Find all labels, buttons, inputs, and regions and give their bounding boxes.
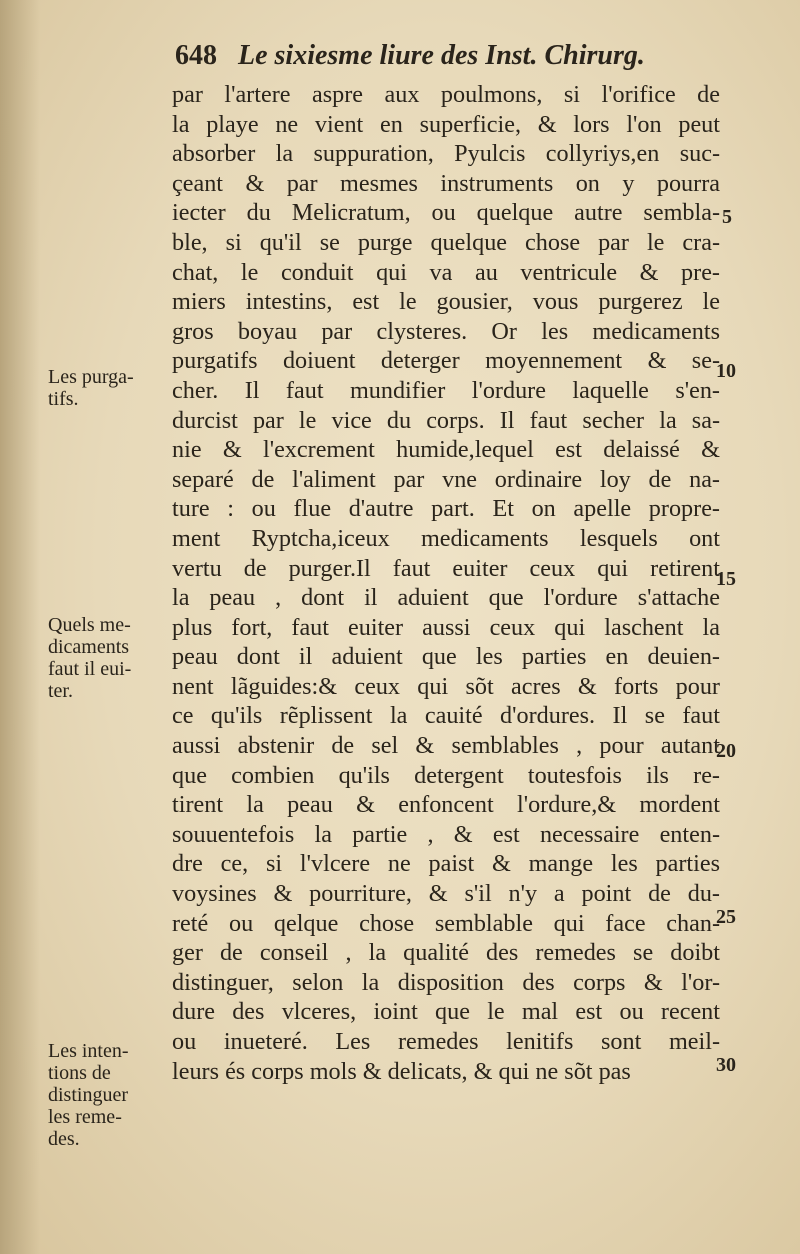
text-line: ce qu'ils rẽplissent la cauité d'ordures. Il se faut bbox=[172, 702, 720, 730]
line-number: 20 bbox=[716, 740, 736, 762]
text-line: voysines & pourriture, & s'il n'y a point de du- bbox=[172, 880, 720, 908]
margin-note-line: ter. bbox=[48, 680, 73, 702]
text-line: aussi abstenir de sel & semblables , pour autant bbox=[172, 732, 720, 760]
text-line: absorber la suppuration, Pyulcis collyriys,en suc- bbox=[172, 140, 720, 168]
text-line: par l'artere aspre aux poulmons, si l'orifice de bbox=[172, 81, 720, 108]
margin-note-line: faut il eui- bbox=[48, 658, 132, 680]
text-line: purgatifs doiuent deterger moyennement & se- bbox=[172, 347, 720, 375]
text-line: ment Ryptcha,iceux medicaments lesquels ont bbox=[172, 524, 720, 552]
body-text bbox=[172, 80, 720, 1086]
margin-note-line: distinguer bbox=[48, 1084, 128, 1106]
text-line: dure des vlceres, ioint que le mal est ou recent bbox=[172, 998, 720, 1026]
text-line: miers intestins, est le gousier, vous purgerez le bbox=[172, 288, 720, 316]
text-line: gros boyau par clysteres. Or les medicaments bbox=[172, 317, 720, 345]
margin-note-euiter bbox=[48, 614, 166, 702]
text-line: vertu de purger.Il faut euiter ceux qui retirent bbox=[172, 554, 720, 582]
margin-note-line: dicaments bbox=[48, 636, 130, 658]
text-line: cher. Il faut mundifier l'ordure laquelle s'en- bbox=[172, 376, 720, 404]
text-line: ou inueteré. Les remedes lenitifs sont meil- bbox=[172, 1028, 720, 1055]
line-number: 25 bbox=[716, 906, 736, 928]
margin-note-line: Les purga- bbox=[48, 366, 134, 388]
text-line: reté ou qelque chose semblable qui face chan- bbox=[172, 909, 720, 937]
text-line: leurs és corps mols & delicats, & qui ne sõt pas bbox=[172, 1057, 631, 1085]
text-line: souuentefois la partie , & est necessaire enten- bbox=[172, 820, 720, 848]
page-number: 648 bbox=[175, 40, 217, 71]
text-line: ger de conseil , la qualité des remedes se doibt bbox=[172, 939, 720, 967]
page-gutter-shadow bbox=[0, 0, 40, 1254]
line-number: 5 bbox=[722, 206, 732, 228]
text-line: nie & l'excrement humide,lequel est delaissé & bbox=[172, 436, 720, 464]
text-line: tirent la peau & enfoncent l'ordure,& mordent bbox=[172, 791, 720, 819]
line-number: 15 bbox=[716, 568, 736, 590]
text-line: nent lãguides:& ceux qui sõt acres & forts pour bbox=[172, 672, 720, 700]
text-line: dre ce, si l'vlcere ne paist & mange les parties bbox=[172, 850, 720, 878]
margin-note-line: tifs. bbox=[48, 388, 79, 410]
margin-note-intentions bbox=[48, 1040, 166, 1150]
line-number: 30 bbox=[716, 1054, 736, 1076]
text-line: la peau , dont il aduient que l'ordure s'attache bbox=[172, 584, 720, 612]
text-line: chat, le conduit qui va au ventricule & pre- bbox=[172, 258, 720, 286]
text-line: la playe ne vient en superficie, & lors l'on peut bbox=[172, 110, 720, 138]
text-line: distinguer, selon la disposition des corps & l'or- bbox=[172, 968, 720, 996]
running-title: Le sixiesme liure des Inst. Chirurg. bbox=[238, 40, 645, 71]
text-line: peau dont il aduient que les parties en deuien- bbox=[172, 643, 720, 671]
running-header bbox=[175, 40, 695, 82]
margin-note-purgatifs bbox=[48, 366, 166, 410]
margin-note-line: les reme- bbox=[48, 1106, 122, 1128]
margin-note-line: Les inten- bbox=[48, 1040, 129, 1062]
text-line: que combien qu'ils detergent toutesfois ils re- bbox=[172, 761, 720, 789]
text-line: separé de l'aliment par vne ordinaire loy de na- bbox=[172, 465, 720, 493]
text-line: plus fort, faut euiter aussi ceux qui laschent la bbox=[172, 613, 720, 641]
margin-note-line: tions de bbox=[48, 1062, 111, 1084]
text-line: durcist par le vice du corps. Il faut secher la sa- bbox=[172, 406, 720, 434]
margin-note-line: des. bbox=[48, 1128, 80, 1150]
text-line: iecter du Melicratum, ou quelque autre sembla- bbox=[172, 199, 720, 227]
line-number: 10 bbox=[716, 360, 736, 382]
text-line: çeant & par mesmes instruments on y pourra bbox=[172, 169, 720, 197]
text-line: ble, si qu'il se purge quelque chose par le cra- bbox=[172, 228, 720, 256]
margin-note-line: Quels me- bbox=[48, 614, 131, 636]
text-line: ture : ou flue d'autre part. Et on apelle propre- bbox=[172, 495, 720, 523]
